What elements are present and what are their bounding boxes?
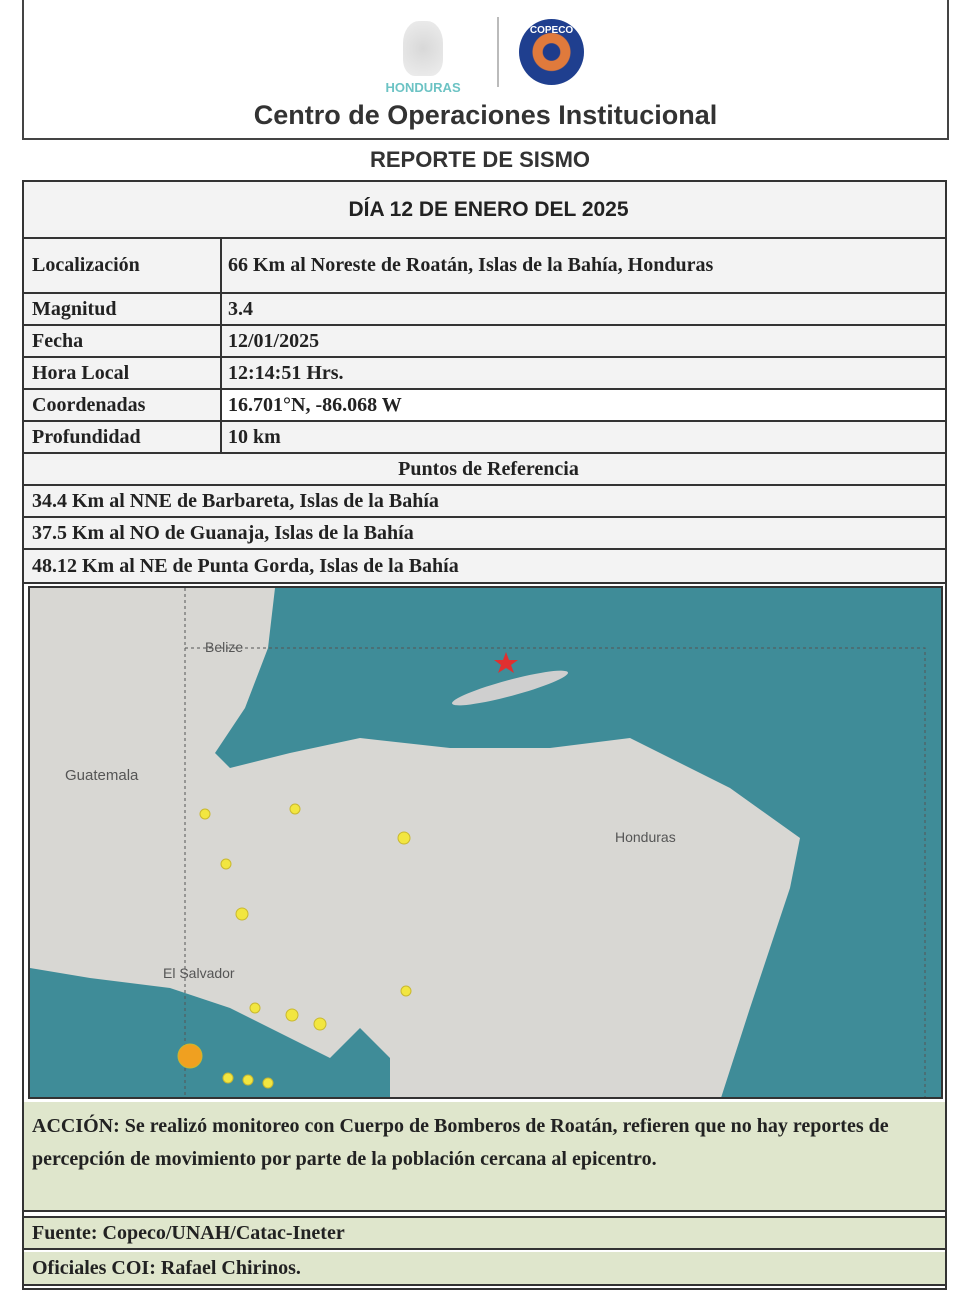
field-value: 16.701°N, -86.068 W <box>222 390 945 420</box>
references-heading: Puntos de Referencia <box>24 454 945 486</box>
report-table <box>22 180 947 1290</box>
reference-item: 34.4 Km al NNE de Barbareta, Islas de la Bahía <box>24 486 945 518</box>
field-value: 66 Km al Noreste de Roatán, Islas de la Bahía, Honduras <box>222 239 945 292</box>
event-marker <box>178 1044 202 1068</box>
reference-item: 48.12 Km al NE de Punta Gorda, Islas de la Bahía <box>24 550 945 584</box>
field-value: 10 km <box>222 422 945 452</box>
event-marker <box>200 809 210 819</box>
field-label: Fecha <box>24 326 222 356</box>
event-marker <box>243 1075 253 1085</box>
page-title: Centro de Operaciones Institucional <box>253 100 718 130</box>
field-label: Coordenadas <box>24 390 222 420</box>
report-header <box>22 0 949 140</box>
officers-label: Oficiales COI: <box>32 1256 156 1279</box>
field-row-depth <box>24 422 945 454</box>
officers-row <box>24 1252 945 1286</box>
officers-value: Rafael Chirinos. <box>155 1256 301 1279</box>
event-marker <box>314 1018 326 1030</box>
field-value: 12/01/2025 <box>222 326 945 356</box>
event-marker <box>290 804 300 814</box>
event-marker <box>401 986 411 996</box>
event-marker <box>221 859 231 869</box>
map-label-belize: Belize <box>205 639 244 655</box>
action-label: ACCIÓN: <box>32 1115 120 1137</box>
map-label-honduras: Honduras <box>615 829 676 845</box>
field-row-magnitude <box>24 294 945 326</box>
field-row-location <box>24 239 945 294</box>
field-label: Magnitud <box>24 294 222 324</box>
event-marker <box>263 1078 273 1088</box>
source-row <box>24 1216 945 1250</box>
honduras-logo <box>369 9 477 95</box>
date-heading: DÍA 12 DE ENERO DEL 2025 <box>24 182 945 239</box>
event-marker <box>236 908 248 920</box>
field-label: Hora Local <box>24 358 222 388</box>
logos <box>369 8 584 96</box>
honduras-logo-text: HONDURAS <box>385 80 461 95</box>
action-text: Se realizó monitoreo con Cuerpo de Bomberos de Roatán, refieren que no hay reportes de percepción de movimiento por parte de la población cercana al epicentro. <box>32 1115 889 1170</box>
field-value: 12:14:51 Hrs. <box>222 358 945 388</box>
event-marker <box>398 832 410 844</box>
field-label: Localización <box>24 239 222 292</box>
copeco-logo <box>519 19 584 85</box>
reference-item: 37.5 Km al NO de Guanaja, Islas de la Bahía <box>24 518 945 550</box>
logo-divider <box>497 17 499 87</box>
event-marker <box>286 1009 298 1021</box>
source-value: Copeco/UNAH/Catac-Ineter <box>97 1221 345 1244</box>
field-row-time <box>24 358 945 390</box>
epicenter-map <box>28 586 943 1099</box>
map-label-guatemala: Guatemala <box>65 767 139 784</box>
action-note <box>24 1102 945 1212</box>
copeco-logo-text: COPECO <box>529 25 574 36</box>
event-marker <box>223 1073 233 1083</box>
source-label: Fuente: <box>32 1221 98 1244</box>
report-subtitle: REPORTE DE SISMO <box>369 147 591 172</box>
event-marker <box>250 1003 260 1013</box>
map-label-el-salvador: El Salvador <box>163 965 235 981</box>
coat-of-arms-icon <box>403 21 443 76</box>
field-row-coordinates <box>24 390 945 422</box>
field-row-date <box>24 326 945 358</box>
field-value: 3.4 <box>222 294 945 324</box>
field-label: Profundidad <box>24 422 222 452</box>
